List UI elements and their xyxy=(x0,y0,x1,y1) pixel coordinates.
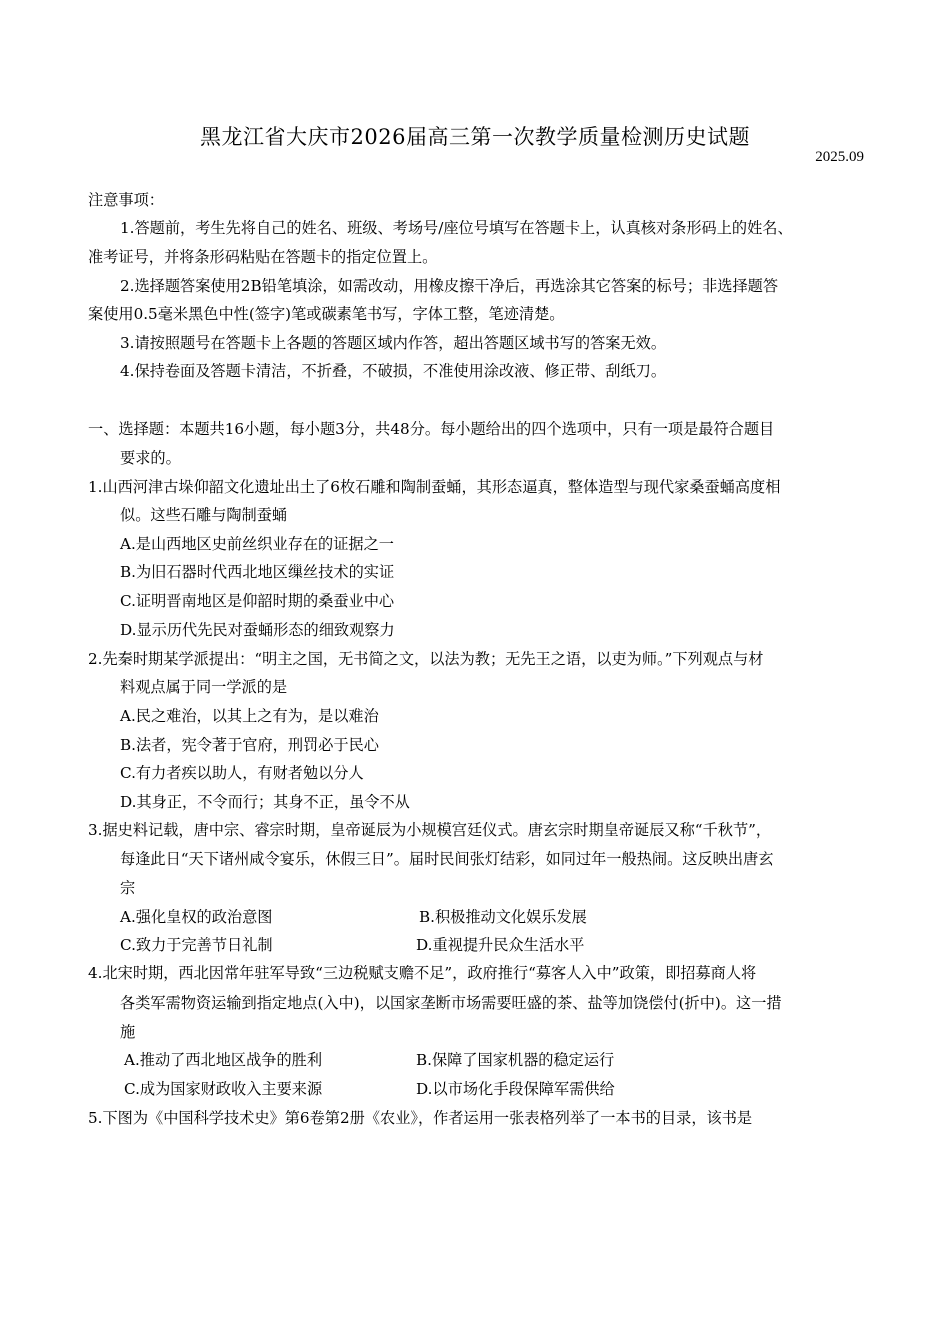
exam-date: 2025.09 xyxy=(815,149,864,165)
question-4-option-b: B.保障了国家机器的稳定运行 xyxy=(416,1051,615,1069)
question-1-stem-cont: 似。这些石雕与陶制蚕蛹 xyxy=(120,506,288,524)
notice-line: 准考证号，并将条形码粘贴在答题卡的指定位置上。 xyxy=(88,248,438,266)
question-5-stem: 5.下图为《中国科学技术史》第6卷第2册《农业》，作者运用一张表格列举了一本书的目录，该书是 xyxy=(88,1109,753,1127)
question-4-option-a: A.推动了西北地区战争的胜利 xyxy=(124,1051,323,1069)
section-heading: 一、选择题：本题共16小题，每小题3分，共48分。每小题给出的四个选项中，只有一项是最符合题目 xyxy=(88,420,775,438)
question-1-option-d: D.显示历代先民对蚕蛹形态的细致观察力 xyxy=(120,621,395,639)
question-3-option-d: D.重视提升民众生活水平 xyxy=(416,936,585,954)
notice-line: 案使用0.5毫米黑色中性(签字)笔或碳素笔书写，字体工整，笔迹清楚。 xyxy=(88,305,565,323)
section-heading-cont: 要求的。 xyxy=(120,449,181,467)
question-2-option-b: B.法者，宪令著于官府，刑罚必于民心 xyxy=(120,736,379,754)
question-1-option-c: C.证明晋南地区是仰韶时期的桑蚕业中心 xyxy=(120,592,395,610)
question-2-option-d: D.其身正，不令而行；其身不正，虽令不从 xyxy=(120,793,410,811)
question-3-option-c: C.致力于完善节日礼制 xyxy=(120,936,273,954)
question-1-stem: 1.山西河津古垛仰韶文化遗址出土了6枚石雕和陶制蚕蛹，其形态逼真，整体造型与现代家桑蚕蛹高度相 xyxy=(88,478,781,496)
notice-line: 4.保持卷面及答题卡清洁，不折叠，不破损，不准使用涂改液、修正带、刮纸刀。 xyxy=(120,362,667,380)
question-4-option-c: C.成为国家财政收入主要来源 xyxy=(124,1080,323,1098)
page-title: 黑龙江省大庆市2026届高三第一次教学质量检测历史试题 xyxy=(200,125,750,149)
question-3-stem: 3.据史料记载，唐中宗、睿宗时期，皇帝诞辰为小规模宫廷仪式。唐玄宗时期皇帝诞辰又称“千秋节”， xyxy=(88,821,772,839)
question-4-stem-cont: 各类军需物资运输到指定地点(入中)，以国家垄断市场需要旺盛的茶、盐等加饶偿付(折中)。这一措 xyxy=(120,994,782,1012)
question-3-stem-cont: 每逢此日“天下诸州咸令宴乐，休假三日”。届时民间张灯结彩，如同过年一般热闹。这反映出唐玄 xyxy=(120,850,774,868)
question-1-option-a: A.是山西地区史前丝织业存在的证据之一 xyxy=(120,535,394,553)
question-3-option-a: A.强化皇权的政治意图 xyxy=(120,908,273,926)
question-2-stem: 2.先秦时期某学派提出：“明主之国，无书简之文，以法为教；无先王之语，以吏为师。”下列观点与材 xyxy=(88,650,764,668)
question-2-option-c: C.有力者疾以助人，有财者勉以分人 xyxy=(120,764,364,782)
question-2-stem-cont: 料观点属于同一学派的是 xyxy=(120,678,288,696)
notice-line: 1.答题前，考生先将自己的姓名、班级、考场号/座位号填写在答题卡上，认真核对条形码上的姓名、 xyxy=(120,219,793,237)
question-3-option-b: B.积极推动文化娱乐发展 xyxy=(419,908,587,926)
notice-line: 3.请按照题号在答题卡上各题的答题区域内作答，超出答题区域书写的答案无效。 xyxy=(120,334,667,352)
notice-heading: 注意事项： xyxy=(88,191,164,209)
question-3-stem-cont: 宗 xyxy=(120,879,136,897)
question-4-stem: 4.北宋时期，西北因常年驻军导致“三边税赋支赡不足”，政府推行“募客人入中”政策，即招募商人将 xyxy=(88,964,757,982)
question-2-option-a: A.民之难治，以其上之有为，是以难治 xyxy=(120,707,379,725)
notice-line: 2.选择题答案使用2B铅笔填涂，如需改动，用橡皮擦干净后，再选涂其它答案的标号；非选择题答 xyxy=(120,277,779,295)
question-1-option-b: B.为旧石器时代西北地区缫丝技术的实证 xyxy=(120,563,395,581)
question-4-option-d: D.以市场化手段保障军需供给 xyxy=(416,1080,615,1098)
question-4-stem-cont: 施 xyxy=(120,1023,136,1041)
